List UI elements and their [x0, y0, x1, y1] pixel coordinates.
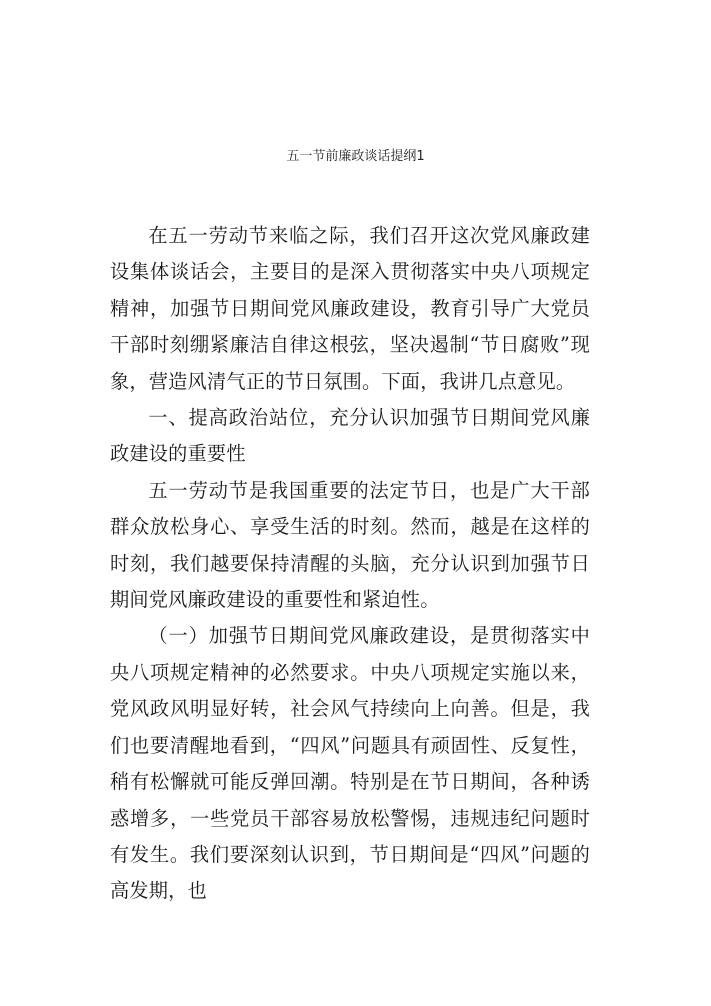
document-body: [110, 218, 590, 910]
document-title: 五一节前廉政谈话提纲1: [286, 149, 425, 164]
section-1-paragraph: 五一劳动节是我国重要的法定节日，也是广大干部群众放松身心、享受生活的时刻。然而，越是在这样的时刻，我们越要保持清醒的头脑，充分认识到加强节日期间党风廉政建设的重要性和紧迫性。: [110, 478, 590, 612]
intro-paragraph: 在五一劳动节来临之际，我们召开这次党风廉政建设集体谈话会，主要目的是深入贯彻落实中央八项规定精神，加强节日期间党风廉政建设，教育引导广大党员干部时刻绷紧廉洁自律这根弦，坚决遏制“节日腐败”现象，营造风清气正的节日氛围。下面，我讲几点意见。: [110, 224, 590, 393]
section-heading-1: 一、提高政治站位，充分认识加强节日期间党风廉政建设的重要性: [110, 406, 590, 466]
subsection-1-paragraph: （一）加强节日期间党风廉政建设，是贯彻落实中央八项规定精神的必然要求。中央八项规定实施以来，党风政风明显好转，社会风气持续向上向善。但是，我们也要清醒地看到，“四风”问题具有顽固性、反复性，稍有松懈就可能反弹回潮。特别是在节日期间，各种诱惑增多，一些党员干部容易放松警惕，违规违纪问题时有发生。我们要深刻认识到，节日期间是“四风”问题的高发期，也: [110, 624, 590, 903]
